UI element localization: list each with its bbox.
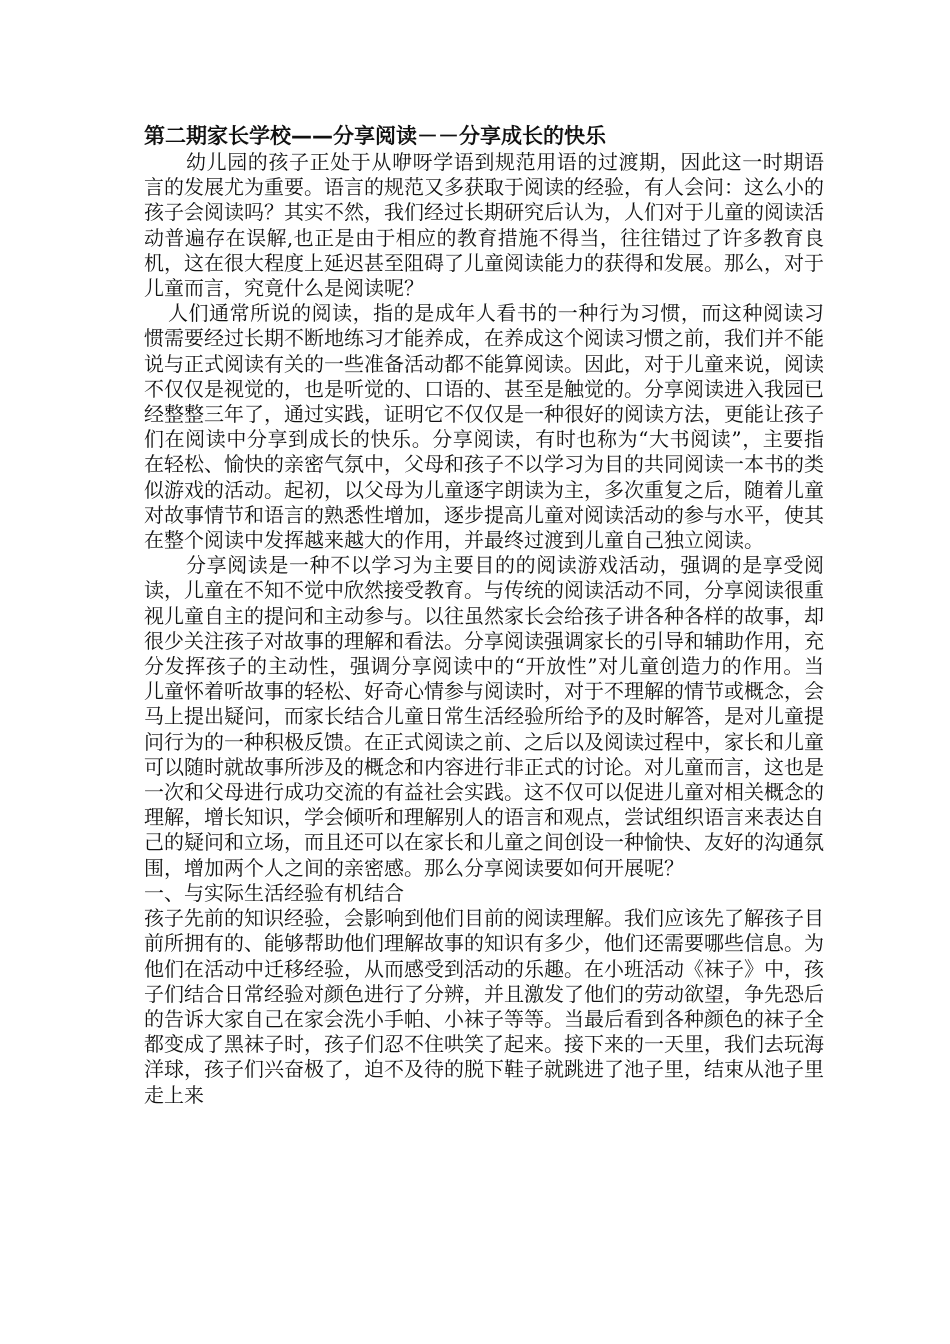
paragraph-shared-reading: 分享阅读是一种不以学习为主要目的的阅读游戏活动，强调的是享受阅读，儿童在不知不觉中欣然接受教育。与传统的阅读活动不同，分享阅读很重视儿童自主的提问和主动参与。以往虽然家长会给孩子讲各种各样的故事，却很少关注孩子对故事的理解和看法。分享阅读强调家长的引导和辅助作用，充分发挥孩子的主动性，强调分享阅读中的“开放性”对儿童创造力的作用。当儿童怀着听故事的轻松、好奇心情参与阅读时，对于不理解的情节或概念，会马上提出疑问，而家长结合儿童日常生活经验所给予的及时解答，是对儿童提问行为的一种积极反馈。在正式阅读之前、之后以及阅读过程中，家长和儿童可以随时就故事所涉及的概念和内容进行非正式的讨论。对儿童而言，这也是一次和父母进行成功交流的有益社会实践。这不仅可以促进儿童对相关概念的理解，增长知识，学会倾听和理解别人的语言和观点，尝试组织语言来表达自己的疑问和立场，而且还可以在家长和儿童之间创设一种愉快、友好的沟通氛围，增加两个人之间的亲密感。那么分享阅读要如何开展呢？ — [144, 553, 824, 880]
paragraph-intro: 幼儿园的孩子正处于从咿呀学语到规范用语的过渡期，因此这一时期语言的发展尤为重要。语言的规范又多获取于阅读的经验，有人会问：这么小的孩子会阅读吗？其实不然，我们经过长期研究后认为，人们对于儿童的阅读活动普遍存在误解,也正是由于相应的教育措施不得当，往往错过了许多教育良机，这在很大程度上延迟甚至阻碍了儿童阅读能力的获得和发展。那么，对于儿童而言，究竟什么是阅读呢？ — [144, 150, 824, 301]
section-heading-1: 一、与实际生活经验有机结合 — [144, 880, 404, 905]
paragraph-life-experience: 孩子先前的知识经验，会影响到他们目前的阅读理解。我们应该先了解孩子目前所拥有的、能够帮助他们理解故事的知识有多少，他们还需要哪些信息。为他们在活动中迁移经验，从而感受到活动的乐趣。在小班活动《袜子》中，孩子们结合日常经验对颜色进行了分辨，并且激发了他们的劳动欲望，争先恐后的告诉大家自己在家会洗小手帕、小袜子等等。当最后看到各种颜色的袜子全都变成了黑袜子时，孩子们忍不住哄笑了起来。接下来的一天里，我们去玩海洋球，孩子们兴奋极了，迫不及待的脱下鞋子就跳进了池子里，结束从池子里走上来 — [144, 906, 824, 1107]
paragraph-definition: 人们通常所说的阅读，指的是成年人看书的一种行为习惯，而这种阅读习惯需要经过长期不断地练习才能养成，在养成这个阅读习惯之前，我们并不能说与正式阅读有关的一些准备活动都不能算阅读。因此，对于儿童来说，阅读不仅仅是视觉的，也是听觉的、口语的、甚至是触觉的。分享阅读进入我园已经整整三年了，通过实践，证明它不仅仅是一种很好的阅读方法，更能让孩子们在阅读中分享到成长的快乐。分享阅读，有时也称为“大书阅读”，主要指在轻松、愉快的亲密气氛中，父母和孩子不以学习为目的共同阅读一本书的类似游戏的活动。起初，以父母为儿童逐字朗读为主，多次重复之后，随着儿童对故事情节和语言的熟悉性增加，逐步提高儿童对阅读活动的参与水平，使其在整个阅读中发挥越来越大的作用，并最终过渡到儿童自己独立阅读。 — [144, 301, 824, 553]
document-body — [144, 122, 824, 1108]
document-title: 第二期家长学校——分享阅读－－分享成长的快乐 — [144, 124, 606, 148]
